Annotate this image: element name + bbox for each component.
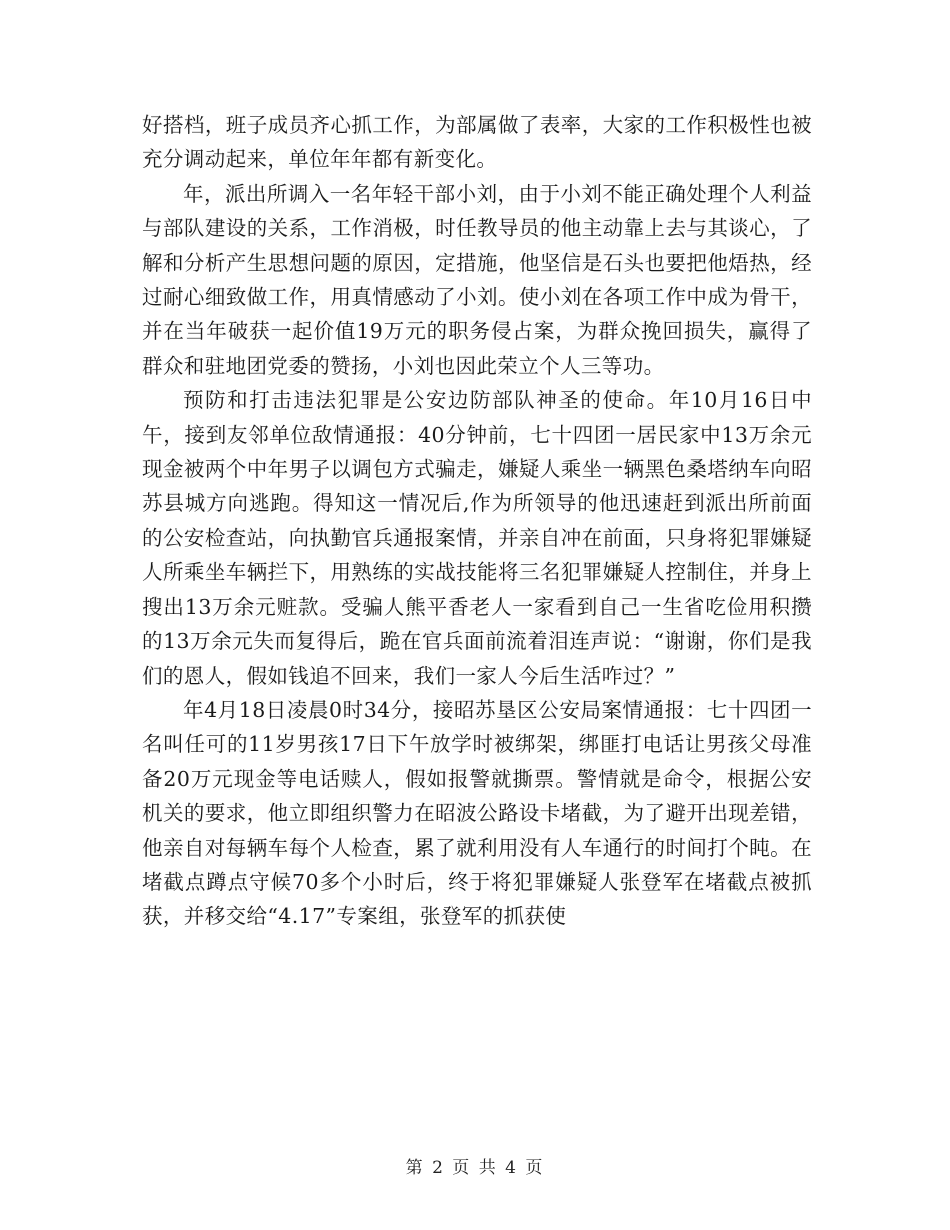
paragraph-3: 预防和打击违法犯罪是公安边防部队神圣的使命。年10月16日中午，接到友邻单位敌情通报：40分钟前，七十四团一居民家中13万余元现金被两个中年男子以调包方式骗走，嫌疑人乘坐一辆黑色桑塔纳车向昭苏县城方向逃跑。得知这一情况后,作为所领导的他迅速赶到派出所前面的公安检查站，向执勤官兵通报案情，并亲自冲在前面，只身将犯罪嫌疑人所乘坐车辆拦下，用熟练的实战技能将三名犯罪嫌疑人控制住，并身上搜出13万余元赃款。受骗人熊平香老人一家看到自己一生省吃俭用积攒的13万余元失而复得后，跪在官兵面前流着泪连声说：“谢谢，你们是我们的恩人，假如钱追不回来，我们一家人今后生活咋过？”	[142, 388, 812, 688]
paragraph-4: 年4月18日凌晨0时34分，接昭苏垦区公安局案情通报：七十四团一名叫任可的11岁男孩17日下午放学时被绑架，绑匪打电话让男孩父母准备20万元现金等电话赎人，假如报警就撕票。警情就是命令，根据公安机关的要求，他立即组织警力在昭波公路设卡堵截，为了避开出现差错，他亲自对每辆车每个人检查，累了就利用没有人车通行的时间打个盹。在堵截点蹲点守候70多个小时后，终于将犯罪嫌疑人张登军在堵截点被抓获，并移交给“4.17”专案组，张登军的抓获使	[142, 697, 812, 929]
page-footer: 第 2 页 共 4 页	[405, 1158, 545, 1178]
document-body	[142, 108, 812, 934]
paragraph-2: 年，派出所调入一名年轻干部小刘，由于小刘不能正确处理个人利益与部队建设的关系，工作消极，时任教导员的他主动靠上去与其谈心，了解和分析产生思想问题的原因，定措施，他坚信是石头也要把他焐热，经过耐心细致做工作，用真情感动了小刘。使小刘在各项工作中成为骨干，并在当年破获一起价值19万元的职务侵占案，为群众挽回损失，赢得了群众和驻地团党委的赞扬，小刘也因此荣立个人三等功。	[142, 181, 812, 378]
paragraph-1: 好搭档，班子成员齐心抓工作，为部属做了表率，大家的工作积极性也被充分调动起来，单位年年都有新变化。	[142, 113, 812, 172]
